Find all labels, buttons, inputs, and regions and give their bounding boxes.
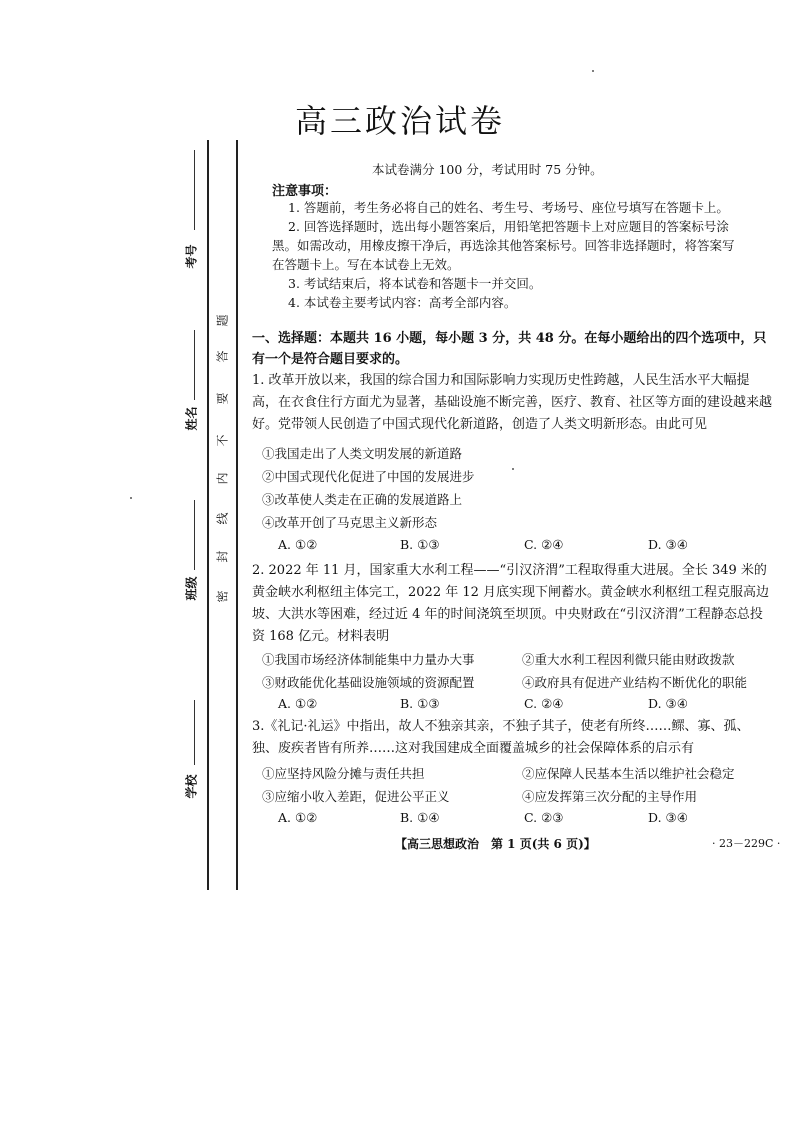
fill-line (194, 150, 195, 230)
question-2-option: ①我国市场经济体制能集中力量办大事 (262, 652, 475, 667)
question-2-choice-d: D. ③④ (648, 696, 688, 711)
question-3-choice-a: A. ①② (278, 810, 318, 825)
binding-line-inner (236, 140, 238, 890)
question-3-choice-d: D. ③④ (648, 810, 688, 825)
question-1-choice-d: D. ③④ (648, 537, 688, 552)
notice-item: 1. 答题前，考生务必将自己的姓名、考生号、考场号、座位号填写在答题卡上。 (288, 200, 729, 215)
question-2-choice-a: A. ①② (278, 696, 318, 711)
scan-speck (592, 70, 594, 72)
question-3-option: ①应坚持风险分摊与责任共担 (262, 766, 425, 781)
question-3-option: ③应缩小收入差距，促进公平正义 (262, 789, 450, 804)
seal-char: 要 (215, 392, 230, 405)
seal-char: 线 (215, 512, 230, 525)
question-2-choice-c: C. ②④ (524, 696, 564, 711)
question-1-option: ④改革开创了马克思主义新形态 (262, 515, 438, 530)
field-label: 姓名 (184, 406, 199, 431)
question-2-option: ③财政能优化基础设施领域的资源配置 (262, 675, 475, 690)
seal-char: 不 (215, 434, 230, 447)
seal-char: 密 (215, 590, 230, 603)
field-class (176, 500, 206, 610)
page-title: 高三政治试卷 (294, 102, 505, 140)
question-1-choice-c: C. ②④ (524, 537, 564, 552)
seal-char: 答 (215, 350, 230, 363)
field-label: 考号 (184, 244, 199, 269)
seal-char: 封 (215, 550, 230, 563)
fill-line (194, 500, 195, 570)
question-3-choice-c: C. ②③ (524, 810, 564, 825)
section-heading: 一、选择题：本题共 16 小题，每小题 3 分，共 48 分。在每小题给出的四个选项中，只有一个是符合题目要求的。 (252, 331, 767, 367)
scan-speck (130, 497, 132, 499)
paper-code: · 23－229C · (712, 837, 781, 850)
seal-char: 内 (215, 472, 230, 485)
notice-item: 4. 本试卷主要考试内容：高考全部内容。 (288, 295, 517, 310)
notice-heading: 注意事项： (272, 184, 338, 199)
field-school (176, 700, 206, 810)
question-3-stem: 3.《礼记·礼运》中指出，故人不独亲其亲，不独子其子，使老有所终……鳏、寡、孤、独、废疾者皆有所养……这对我国建成全面覆盖城乡的社会保障体系的启示有 (252, 719, 750, 756)
question-2-choice-b: B. ①③ (400, 696, 440, 711)
field-label: 学校 (184, 774, 199, 799)
question-2-option: ④政府具有促进产业结构不断优化的职能 (522, 675, 748, 690)
binding-line-outer (207, 140, 209, 890)
fill-line (194, 330, 195, 400)
question-2-stem: 2. 2022 年 11 月，国家重大水利工程——“引汉济渭”工程取得重大进展。全长 349 米的黄金峡水利枢纽主体完工，2022 年 12 月底实现下闸蓄水。黄金峡水利枢纽工程克服高边坡、大洪水等困难，经过近 4 年的时间浇筑至坝顶。中央财政在“引汉济渭”工程静态总投资 168 亿元。材料表明 (252, 563, 770, 644)
question-3-choice-b: B. ①④ (400, 810, 440, 825)
question-1-stem: 1. 改革开放以来，我国的综合国力和国际影响力实现历史性跨越，人民生活水平大幅提高，在衣食住行方面尤为显著，基础设施不断完善，医疗、教育、社区等方面的建设越来越好。党带领人民创造了中国式现代化新道路，创造了人类文明新形态。由此可见 (252, 373, 773, 432)
field-name (176, 330, 206, 460)
question-1-option: ②中国式现代化促进了中国的发展进步 (262, 469, 475, 484)
field-label: 班级 (184, 576, 199, 601)
question-1-option: ①我国走出了人类文明发展的新道路 (262, 446, 463, 461)
field-exam-number (176, 150, 206, 290)
question-1-choice-b: B. ①③ (400, 537, 440, 552)
question-3-option: ②应保障人民基本生活以维护社会稳定 (522, 766, 735, 781)
notice-item: 3. 考试结束后，将本试卷和答题卡一并交回。 (288, 276, 542, 291)
seal-char: 题 (215, 314, 230, 327)
notice-item: 2. 回答选择题时，选出每小题答案后，用铅笔把答题卡上对应题目的答案标号涂黑。如需改动，用橡皮擦干净后，再选涂其他答案标号。回答非选择题时，将答案写在答题卡上。写在本试卷上无效。 (272, 219, 735, 272)
page-footer: 【高三思想政治 第 1 页(共 6 页)】 (395, 837, 596, 851)
question-2-option: ②重大水利工程因利微只能由财政拨款 (522, 652, 735, 667)
scan-speck (512, 468, 514, 470)
question-1-option: ③改革使人类走在正确的发展道路上 (262, 492, 463, 507)
question-1-choice-a: A. ①② (278, 537, 318, 552)
fill-line (194, 700, 195, 765)
exam-info: 本试卷满分 100 分，考试用时 75 分钟。 (372, 162, 603, 177)
question-3-option: ④应发挥第三次分配的主导作用 (522, 789, 698, 804)
